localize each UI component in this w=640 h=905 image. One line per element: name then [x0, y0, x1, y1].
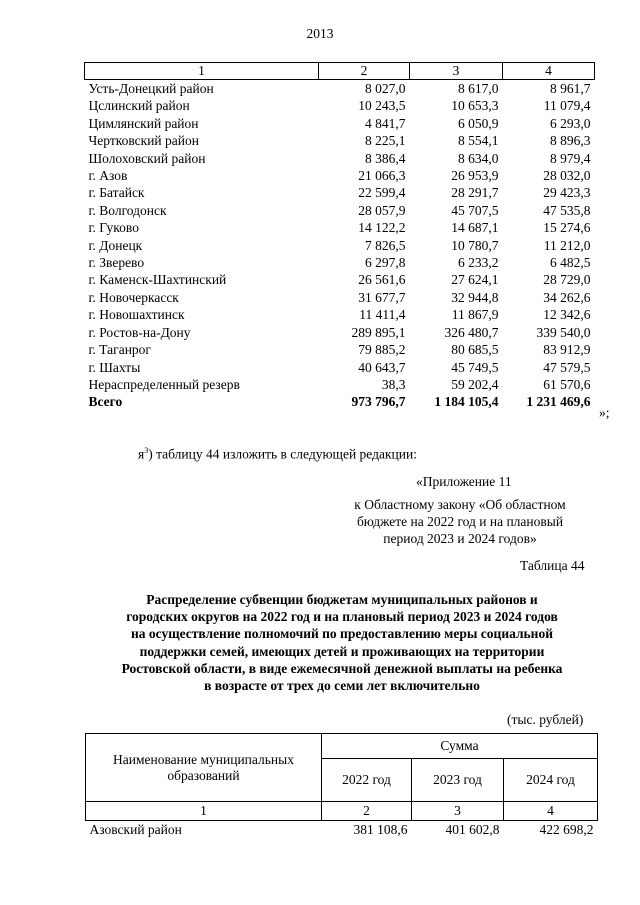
- value-2023: 10 780,7: [451, 237, 499, 253]
- value-2022: 8 027,0: [365, 81, 406, 96]
- title-line: на осуществление полномочий по предоставлению меры социальной: [130, 626, 553, 642]
- subsidy-table-continued: [84, 62, 595, 411]
- value-2024: 339 540,0: [536, 324, 591, 340]
- title-line: городских округов на 2022 год и на плановый период 2023 и 2024 годов: [126, 609, 558, 625]
- value-2022: 6 297,8: [365, 255, 406, 271]
- value-2022: 22 599,4: [358, 185, 406, 201]
- value-2022: 10 243,5: [358, 98, 406, 114]
- value-2022: 14 122,2: [358, 220, 406, 236]
- instruction-text: ) таблицу 44 изложить в следующей редакции:: [148, 446, 417, 462]
- municipality-name: г. Новошахтинск: [88, 307, 185, 323]
- value-2022: 381 108,6: [353, 822, 408, 837]
- value-2024: 11 079,4: [543, 98, 591, 114]
- value-2023: 59 202,4: [451, 376, 499, 392]
- table-row: [85, 237, 595, 254]
- col-number-4: 4: [504, 802, 598, 821]
- value-2022: 7 826,5: [365, 237, 406, 253]
- value-2024: 8 961,7: [550, 81, 591, 96]
- value-2024: 28 032,0: [543, 168, 591, 184]
- municipality-name: г. Волгодонск: [88, 202, 167, 218]
- table-row: [85, 271, 595, 288]
- table-row: [86, 821, 598, 840]
- value-2022: 11 411,4: [359, 307, 406, 323]
- value-2023: 45 749,5: [451, 359, 499, 375]
- municipality-name: г. Гуково: [88, 220, 139, 236]
- municipality-name: Усть-Донецкий район: [88, 81, 214, 96]
- value-2022: 8 386,4: [365, 150, 406, 166]
- value-2023: 8 554,1: [458, 133, 499, 149]
- municipality-name: Всего: [88, 394, 123, 410]
- value-2022: 28 057,9: [358, 202, 406, 218]
- header-year-2022: 2022 год: [322, 759, 412, 802]
- table-row: [85, 202, 595, 219]
- value-2024: 34 262,6: [543, 289, 591, 305]
- table-row: [85, 80, 595, 98]
- title-line: Ростовской области, в виде ежемесячной денежной выплаты на ребенка: [121, 660, 563, 676]
- value-2022: 38,3: [381, 376, 406, 392]
- value-2022: 4 841,7: [365, 115, 406, 131]
- col-number-3: 3: [410, 63, 503, 80]
- value-2024: 422 698,2: [539, 822, 594, 837]
- table-row: [85, 115, 595, 132]
- value-2022: 289 895,1: [351, 324, 406, 340]
- municipality-name: Нераспределенный резерв: [88, 376, 240, 392]
- instruction-superscript: 3: [144, 446, 149, 455]
- value-2024: 11 212,0: [543, 237, 591, 253]
- municipality-name: г. Батайск: [88, 185, 145, 201]
- title-line: Распределение субвенции бюджетам муниципальных районов и: [146, 592, 538, 607]
- header-municipality-name: Наименование муниципальных образований: [86, 734, 322, 802]
- municipality-name: г. Зверево: [88, 255, 145, 271]
- table-title: [86, 591, 598, 694]
- municipality-name: Шолоховский район: [88, 150, 206, 166]
- value-2023: 14 687,1: [451, 220, 499, 236]
- value-2023: 11 867,9: [451, 307, 499, 323]
- value-2022: 21 066,3: [358, 168, 406, 184]
- value-2023: 80 685,5: [451, 342, 499, 358]
- value-2022: 26 561,6: [358, 272, 406, 288]
- header-sum: Сумма: [322, 734, 598, 759]
- municipality-name: Чертковский район: [88, 133, 199, 149]
- municipality-name: г. Новочеркасск: [88, 289, 179, 305]
- total-row: [85, 393, 595, 410]
- value-2023: 8 617,0: [458, 81, 499, 96]
- title-line: поддержки семей, имеющих детей и проживающих на территории: [139, 643, 545, 659]
- value-2023: 6 233,2: [458, 255, 499, 271]
- value-2024: 47 579,5: [543, 359, 591, 375]
- value-2024: 8 896,3: [550, 133, 591, 149]
- table-row: [85, 376, 595, 393]
- appendix-label: «Приложение 11: [416, 474, 512, 489]
- municipality-name: г. Азов: [88, 168, 128, 184]
- value-2022: 8 225,1: [365, 133, 406, 149]
- municipality-name: г. Донецк: [88, 237, 143, 253]
- value-2023: 28 291,7: [451, 185, 499, 201]
- table-row: [85, 289, 595, 306]
- page-number: 2013: [306, 26, 334, 41]
- value-2023: 32 944,8: [451, 289, 499, 305]
- value-2024: 61 570,6: [543, 376, 591, 392]
- municipality-name: г. Таганрог: [88, 342, 151, 358]
- value-2023: 27 624,1: [451, 272, 499, 288]
- header-year-2024: 2024 год: [504, 759, 598, 802]
- col-number-4: 4: [503, 63, 595, 80]
- units-label: (тыс. рублей): [507, 712, 584, 727]
- table-row: [85, 341, 595, 358]
- municipality-name: Азовский район: [89, 822, 182, 837]
- municipality-name: г. Шахты: [88, 359, 141, 375]
- header-year-2023: 2023 год: [412, 759, 504, 802]
- value-2024: 8 979,4: [550, 150, 591, 166]
- value-2024: 83 912,9: [543, 342, 591, 358]
- amendment-instruction: [138, 446, 417, 463]
- value-2023: 45 707,5: [451, 202, 499, 218]
- table-row: [85, 324, 595, 341]
- instruction-prefix: я: [138, 446, 145, 462]
- value-2024: 6 482,5: [550, 255, 591, 271]
- value-2022: 79 885,2: [358, 342, 406, 358]
- value-2023: 10 653,3: [451, 98, 499, 114]
- value-2023: 326 480,7: [444, 324, 499, 340]
- value-2024: 15 274,6: [543, 220, 591, 236]
- municipality-name: г. Ростов-на-Дону: [88, 324, 191, 340]
- value-2024: 29 423,3: [543, 185, 591, 201]
- total-suffix: »;: [599, 405, 610, 420]
- law-reference-line: к Областному закону «Об областном: [354, 497, 566, 512]
- value-2023: 8 634,0: [458, 150, 499, 166]
- table-number-label: Таблица 44: [520, 558, 585, 573]
- value-2024: 1 231 469,6: [526, 394, 591, 410]
- table-row: [85, 306, 595, 323]
- value-2024: 47 535,8: [543, 202, 591, 218]
- law-reference-line: бюджете на 2022 год и на плановый: [356, 514, 564, 529]
- municipality-name: Цслинский район: [88, 98, 190, 114]
- table-column-numbers: [86, 802, 598, 821]
- value-2024: 12 342,6: [543, 307, 591, 323]
- value-2022: 40 643,7: [358, 359, 406, 375]
- law-reference-line: период 2023 и 2024 годов»: [383, 531, 537, 546]
- law-reference: [330, 496, 590, 547]
- subsidy-table-44: [85, 733, 598, 839]
- col-number-1: 1: [86, 802, 322, 821]
- table-row: [85, 150, 595, 167]
- col-number-2: 2: [322, 802, 412, 821]
- table-row: [85, 167, 595, 184]
- value-2022: 31 677,7: [358, 289, 406, 305]
- table-row: [85, 219, 595, 236]
- col-number-3: 3: [412, 802, 504, 821]
- col-number-2: 2: [319, 63, 410, 80]
- table-row: [85, 132, 595, 149]
- value-2024: 6 293,0: [550, 115, 591, 131]
- table-column-numbers: [85, 63, 595, 80]
- value-2022: 973 796,7: [351, 394, 406, 410]
- col-number-1: 1: [85, 63, 319, 80]
- value-2023: 26 953,9: [451, 168, 499, 184]
- value-2024: 28 729,0: [543, 272, 591, 288]
- value-2023: 401 602,8: [445, 822, 500, 837]
- table-row: [85, 97, 595, 114]
- value-2023: 6 050,9: [458, 115, 499, 131]
- municipality-name: г. Каменск-Шахтинский: [88, 272, 227, 288]
- table-row: [85, 254, 595, 271]
- table-row: [85, 184, 595, 201]
- table-row: [85, 359, 595, 376]
- value-2023: 1 184 105,4: [434, 394, 499, 410]
- title-line: в возрасте от трех до семи лет включительно: [204, 678, 480, 694]
- municipality-name: Цимлянский район: [88, 115, 199, 131]
